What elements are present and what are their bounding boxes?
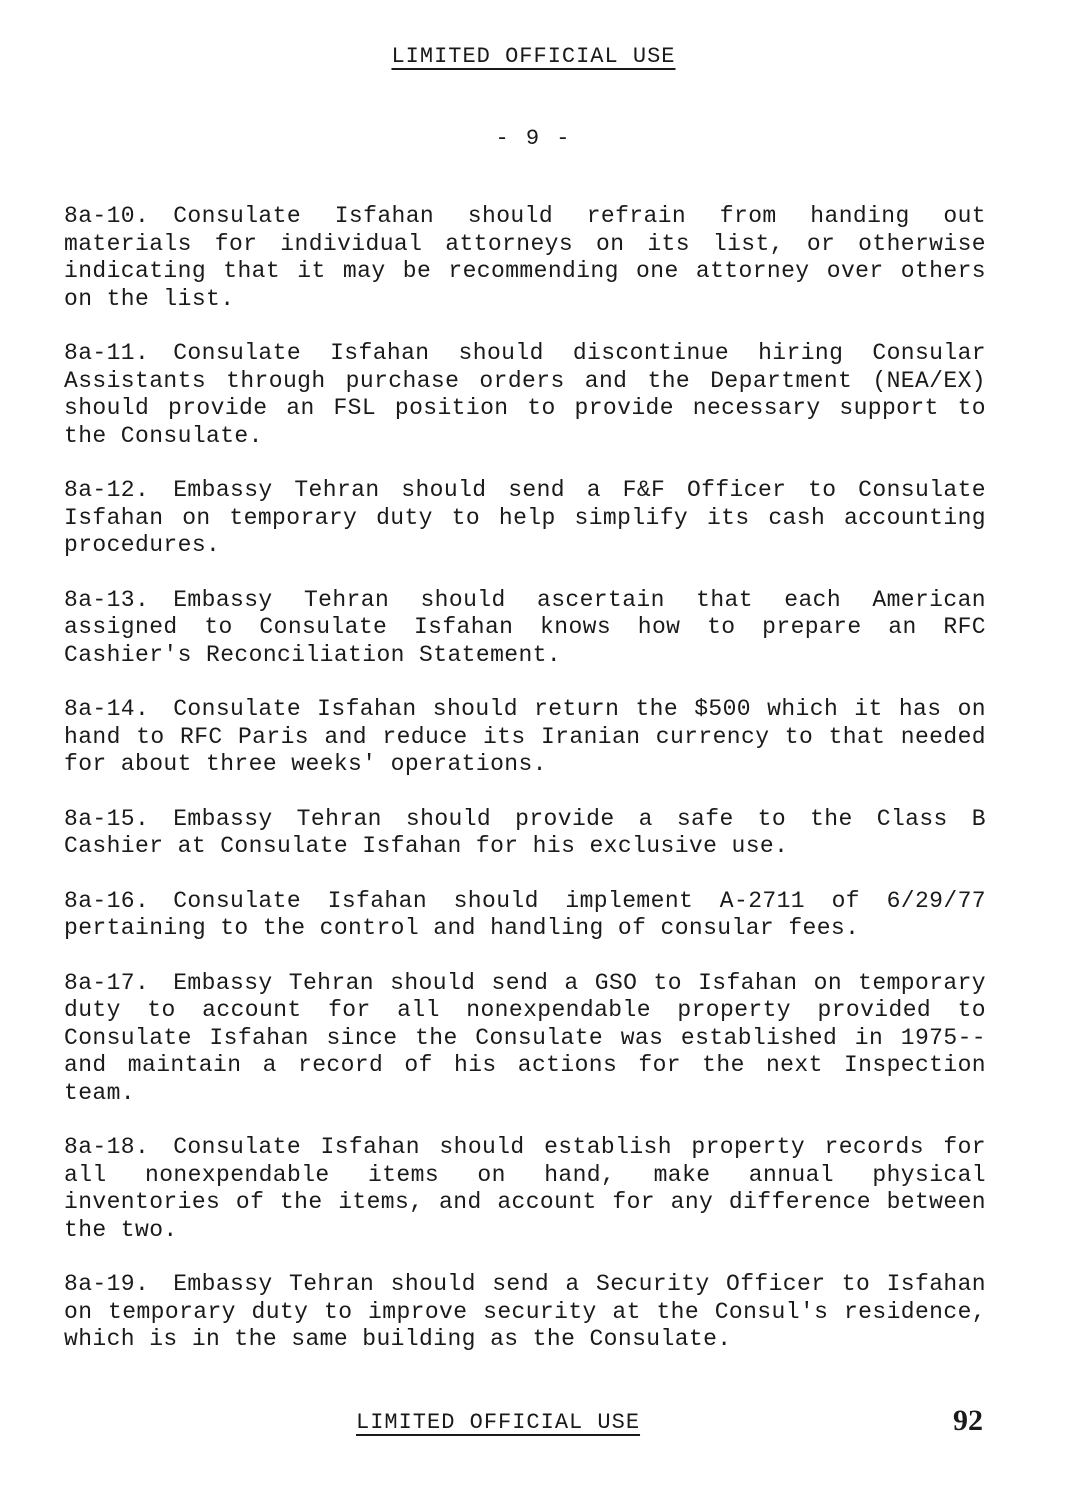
recommendation-number: 8a-17. <box>64 969 150 996</box>
recommendation-number: 8a-10. <box>64 203 150 229</box>
footer-classification: LIMITED OFFICIAL USE <box>356 1410 641 1435</box>
recommendation-number: 8a-12. <box>64 477 150 503</box>
recommendation-item <box>64 696 986 779</box>
recommendation-number: 8a-11. <box>64 340 150 366</box>
recommendation-number: 8a-13. <box>64 586 150 613</box>
recommendation-item <box>64 203 986 313</box>
recommendations-list <box>64 203 986 1381</box>
recommendation-text: Embassy Tehran should ascertain that each American assigned to Consulate Isfahan knows how to prepare an RFC Cashier's Reconciliation Statement. <box>64 586 986 668</box>
recommendation-text: Consulate Isfahan should refrain from handing out materials for individual attorneys on its list, or otherwise indicating that it may be recommending one attorney over others on the list. <box>64 203 986 312</box>
recommendation-text: Consulate Isfahan should return the $500 which it has on hand to RFC Paris and reduce its Iranian currency to that needed for about three weeks' operations. <box>64 696 986 777</box>
recommendation-text: Embassy Tehran should send a F&F Officer to Consulate Isfahan on temporary duty to help simplify its cash accounting procedures. <box>64 477 986 558</box>
recommendation-number: 8a-14. <box>64 696 150 722</box>
recommendation-item <box>64 340 986 450</box>
page-marker: - 9 - <box>495 126 572 151</box>
recommendation-number: 8a-19. <box>64 1271 150 1297</box>
recommendation-text: Consulate Isfahan should implement A-2711 of 6/29/77 pertaining to the control and handling of consular fees. <box>64 887 986 941</box>
page-number: 92 <box>953 1404 983 1437</box>
recommendation-item <box>64 477 986 560</box>
recommendation-number: 8a-15. <box>64 805 150 832</box>
recommendation-number: 8a-16. <box>64 887 150 914</box>
recommendation-item <box>64 1134 986 1244</box>
recommendation-text: Embassy Tehran should send a GSO to Isfahan on temporary duty to account for all nonexpendable property provided to Consulate Isfahan since the Consulate was established in 1975--and maintain a record of his actions for the next Inspection team. <box>64 969 986 1106</box>
recommendation-text: Consulate Isfahan should discontinue hiring Consular Assistants through purchase orders and the Department (NEA/EX) should provide an FSL position to provide necessary support to the Consulate. <box>64 340 986 449</box>
recommendation-text: Consulate Isfahan should establish property records for all nonexpendable items on hand, make annual physical inventories of the items, and account for any difference between the two. <box>64 1134 986 1243</box>
recommendation-item <box>64 806 986 861</box>
recommendation-text: Embassy Tehran should provide a safe to the Class B Cashier at Consulate Isfahan for his exclusive use. <box>64 805 986 859</box>
recommendation-item <box>64 888 986 943</box>
recommendation-item <box>64 1271 986 1354</box>
recommendation-number: 8a-18. <box>64 1134 150 1160</box>
header-classification <box>0 44 1067 69</box>
header-classification-text: LIMITED OFFICIAL USE <box>391 44 676 69</box>
recommendation-item <box>64 587 986 670</box>
recommendation-item <box>64 970 986 1108</box>
recommendation-text: Embassy Tehran should send a Security Officer to Isfahan on temporary duty to improve security at the Consul's residence, which is in the same building as the Consulate. <box>64 1271 986 1352</box>
